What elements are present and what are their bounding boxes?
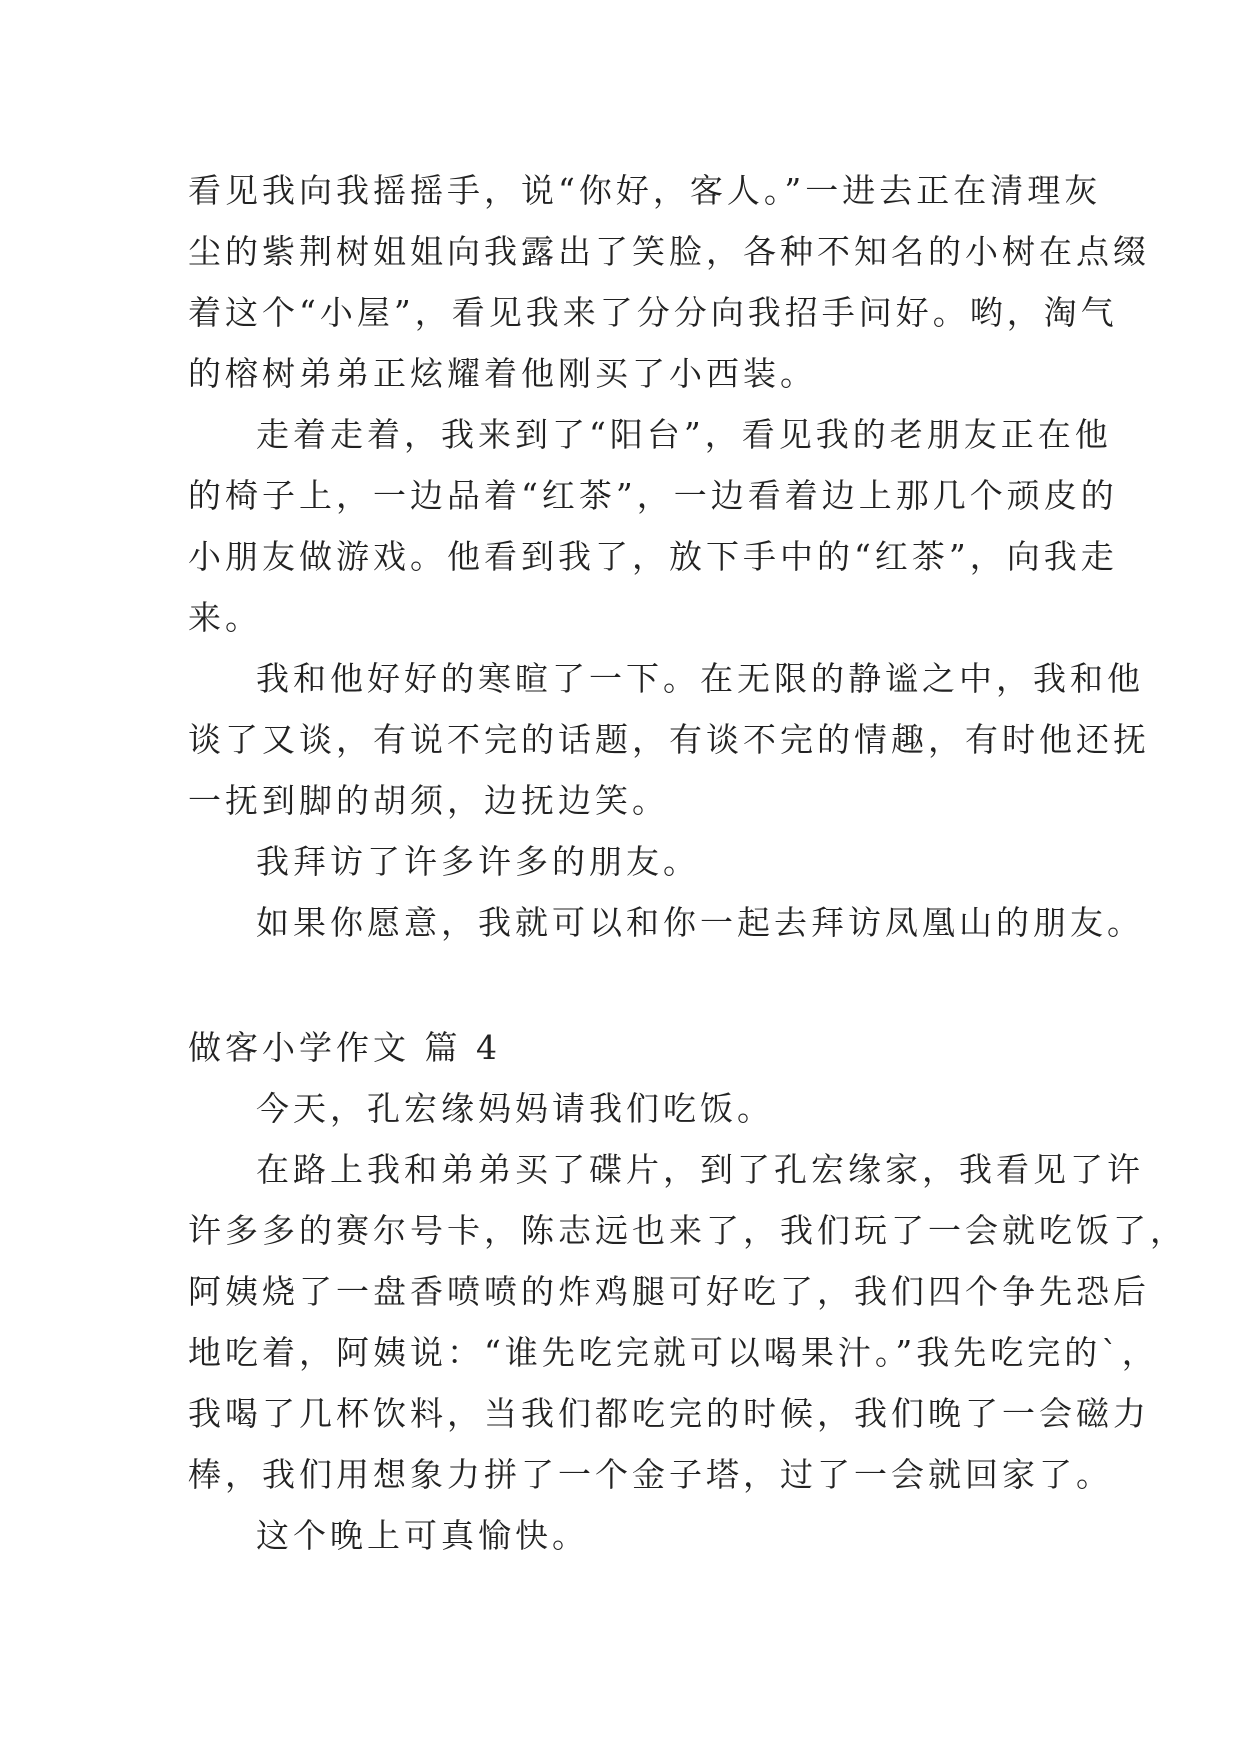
section-2 xyxy=(188,1017,1187,1566)
text-line: 谈了又谈，有说不完的话题，有谈不完的情趣，有时他还抚 xyxy=(188,720,1150,759)
text-line: 尘的紫荆树姐姐向我露出了笑脸，各种不知名的小树在点缀 xyxy=(188,232,1150,271)
text-line: 这个晚上可真愉快。 xyxy=(256,1516,589,1555)
text-line: 许多多的赛尔号卡，陈志远也来了，我们玩了一会就吃饭了， xyxy=(188,1211,1187,1250)
paragraph-5 xyxy=(188,892,1144,953)
section-spacer xyxy=(188,953,1068,1017)
text-line: 如果你愿意，我就可以和你一起去拜访凤凰山的朋友。 xyxy=(256,903,1144,942)
paragraph-1 xyxy=(188,160,1150,404)
text-line: 今天，孔宏缘妈妈请我们吃饭。 xyxy=(256,1089,774,1128)
text-line: 一抚到脚的胡须，边抚边笑。 xyxy=(188,781,669,820)
text-line: 来。 xyxy=(188,598,262,637)
section-heading: 做客小学作文 篇 4 xyxy=(188,1028,501,1067)
text-line: 走着走着，我来到了“阳台”，看见我的老朋友正在他 xyxy=(256,415,1112,454)
section-1 xyxy=(188,160,1150,953)
paragraph-2 xyxy=(188,1139,1187,1505)
text-line: 我拜访了许多许多的朋友。 xyxy=(256,842,700,881)
paragraph-1 xyxy=(188,1078,1068,1139)
text-line: 在路上我和弟弟买了碟片，到了孔宏缘家，我看见了许 xyxy=(256,1150,1144,1189)
text-line: 我和他好好的寒暄了一下。在无限的静谧之中，我和他 xyxy=(256,659,1144,698)
paragraph-4 xyxy=(188,831,1068,892)
document-page xyxy=(188,160,1187,1566)
text-line: 阿姨烧了一盘香喷喷的炸鸡腿可好吃了，我们四个争先恐后 xyxy=(188,1272,1150,1311)
text-line: 的榕树弟弟正炫耀着他刚买了小西装。 xyxy=(188,354,817,393)
paragraph-3 xyxy=(188,1505,1068,1566)
text-line: 地吃着，阿姨说：“谁先吃完就可以喝果汁。”我先吃完的`， xyxy=(188,1333,1159,1372)
text-line: 的椅子上，一边品着“红茶”，一边看着边上那几个顽皮的 xyxy=(188,476,1118,515)
text-line: 我喝了几杯饮料，当我们都吃完的时候，我们晚了一会磁力 xyxy=(188,1394,1150,1433)
text-line: 看见我向我摇摇手，说“你好，客人。”一进去正在清理灰 xyxy=(188,171,1102,210)
paragraph-3 xyxy=(188,648,1150,831)
text-line: 小朋友做游戏。他看到我了，放下手中的“红茶”，向我走 xyxy=(188,537,1118,576)
text-line: 着这个“小屋”，看见我来了分分向我招手问好。哟，淘气 xyxy=(188,293,1118,332)
paragraph-2 xyxy=(188,404,1118,648)
text-line: 棒，我们用想象力拼了一个金子塔，过了一会就回家了。 xyxy=(188,1455,1113,1494)
